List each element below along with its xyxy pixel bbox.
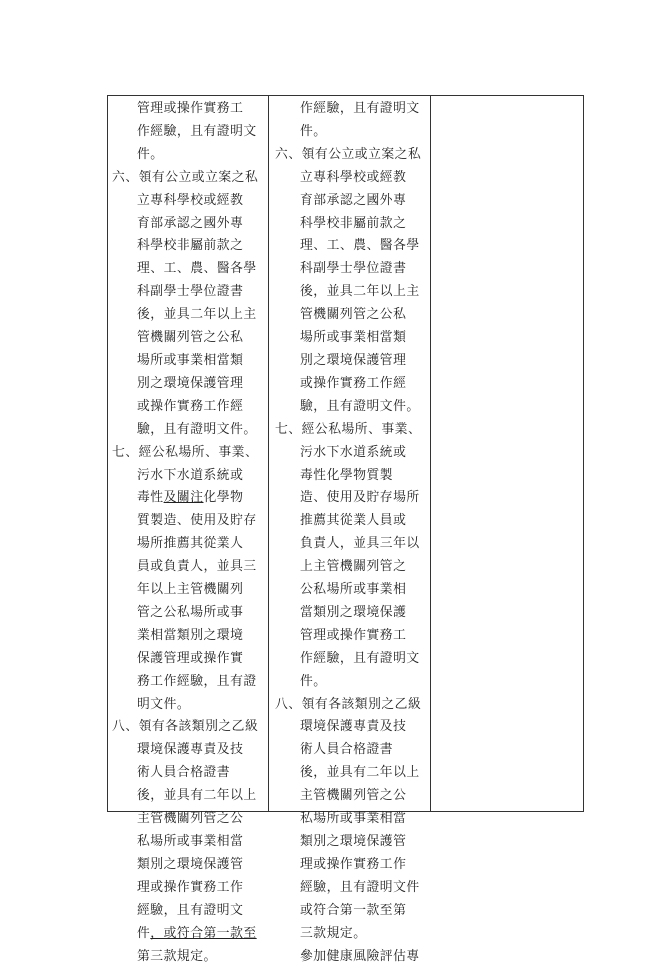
text-line: 育部承認之國外專: [300, 192, 407, 208]
text-line: 育部承認之國外專: [137, 215, 244, 231]
text-line: 八、領有各該類別之乙級: [275, 696, 422, 712]
text-line: 管之公私場所或事: [137, 604, 244, 620]
text-line: 後，並具二年以上主: [300, 284, 420, 300]
text-line: 後，並具二年以上主: [137, 307, 257, 323]
text-line: 作經驗，且有證明文: [300, 650, 420, 666]
text-line: 六、領有公立或立案之私: [275, 146, 422, 162]
text-line: 理或操作實務工作: [300, 856, 407, 872]
text-line: 環境保護專責及技: [300, 719, 407, 735]
column-divider: [268, 96, 269, 811]
text-line: 理、工、農、醫各學: [300, 238, 420, 254]
text-line: 管機關列管之公私: [300, 307, 407, 323]
amended-underlined-text: 及關注: [163, 490, 204, 506]
text-line: 公私場所或事業相: [300, 582, 407, 598]
text-line: 務工作經驗，且有證: [137, 673, 257, 689]
text-line: 類別之環境保護管: [300, 834, 407, 849]
text-line: 科學校非屬前款之: [137, 238, 244, 254]
text-line: 或操作實務工作經: [300, 375, 407, 391]
text-line: 作經驗，且有證明文: [137, 123, 257, 139]
text-line: [112, 487, 264, 510]
text-line: 場所或事業相當類: [300, 330, 407, 346]
text-line: 業相當類別之環境: [137, 627, 244, 643]
text-line: 主管機關列管之公: [137, 811, 244, 827]
text-line: 後，並具有二年以上: [137, 788, 257, 804]
text-line: 負責人，並具三年以: [300, 536, 420, 552]
amended-text-column: [112, 98, 264, 968]
text-line: 毒性化學物質製: [300, 467, 394, 483]
text-line: 當類別之環境保護: [300, 604, 407, 620]
text-line: 別之環境保護管理: [300, 352, 407, 368]
text-line: 管理或操作實務工: [300, 627, 407, 643]
comparison-table: [107, 95, 584, 964]
text-line: 三款規定。: [300, 925, 367, 941]
text-line: 驗，且有證明文件。: [137, 421, 257, 437]
text-line: 作經驗，且有證明文: [300, 101, 420, 116]
text-line: 第三款規定。: [137, 948, 217, 964]
text-line: 科副學士學位證書: [137, 284, 244, 300]
text-line: 場所或事業相當類: [137, 352, 244, 368]
text-line: 科副學士學位證書: [300, 261, 407, 277]
text-line: 保護管理或操作實: [137, 650, 244, 666]
text-line: 件。: [300, 123, 327, 139]
text-line: 或操作實務工作經: [137, 398, 244, 414]
text-line: 理或操作實務工作: [137, 879, 244, 895]
text-line: 別之環境保護管理: [137, 375, 244, 391]
text-line: 後，並具有二年以上: [300, 765, 420, 781]
text-line: 立專科學校或經教: [137, 192, 244, 208]
text-line: 件。: [137, 146, 164, 162]
text-line: 七、經公私場所、事業、: [275, 421, 422, 437]
text-line: 科學校非屬前款之: [300, 215, 407, 231]
text-line: 八、領有各該類別之乙級: [112, 719, 259, 735]
text-segment: 化學物: [203, 490, 244, 506]
text-line: 立專科學校或經教: [300, 169, 407, 185]
text-line: 環境保護專責及技: [137, 742, 244, 758]
text-line: 驗，且有證明文件。: [300, 398, 420, 414]
current-text-column: [275, 98, 425, 968]
text-line: 私場所或事業相當: [300, 811, 407, 827]
text-line: 七、經公私場所、事業、: [112, 444, 259, 460]
column-divider: [430, 96, 431, 811]
text-line: 理、工、農、醫各學: [137, 261, 257, 277]
text-line: 年以上主管機關列: [137, 582, 244, 598]
text-line: 經驗，且有證明文件: [300, 879, 420, 895]
text-line: 管理或操作實務工: [137, 101, 244, 116]
text-line: 質製造、使用及貯存: [137, 513, 257, 529]
text-line: 員或負責人，並具三: [137, 559, 257, 575]
text-line: 件。: [300, 673, 327, 689]
text-line: 推薦其從業人員或: [300, 513, 407, 529]
text-line: 造、使用及貯存場所: [300, 490, 420, 506]
text-line: 污水下水道系統或: [137, 467, 244, 483]
text-segment: 毒性: [137, 490, 164, 506]
text-line: 或符合第一款至第: [300, 902, 407, 918]
text-line: 上主管機關列管之: [300, 559, 407, 575]
text-line: 場所推薦其從業人: [137, 536, 244, 552]
text-segment: 件: [137, 925, 151, 941]
amended-underlined-text: ，或符合第一款至: [150, 925, 257, 941]
text-line: 類別之環境保護管: [137, 856, 244, 872]
text-line: 六、領有公立或立案之私: [112, 169, 259, 185]
text-line: [112, 923, 264, 946]
text-line: 術人員合格證書: [137, 765, 231, 781]
text-line: 管機關列管之公私: [137, 330, 244, 346]
text-line: 經驗，且有證明文: [137, 902, 244, 918]
text-line: 污水下水道系統或: [300, 444, 407, 460]
text-line: 術人員合格證書: [300, 742, 394, 758]
text-line: 私場所或事業相當: [137, 834, 244, 849]
text-line: 明文件。: [137, 696, 191, 712]
text-line: 參加健康風險評估專: [300, 948, 420, 964]
text-line: 主管機關列管之公: [300, 788, 407, 804]
